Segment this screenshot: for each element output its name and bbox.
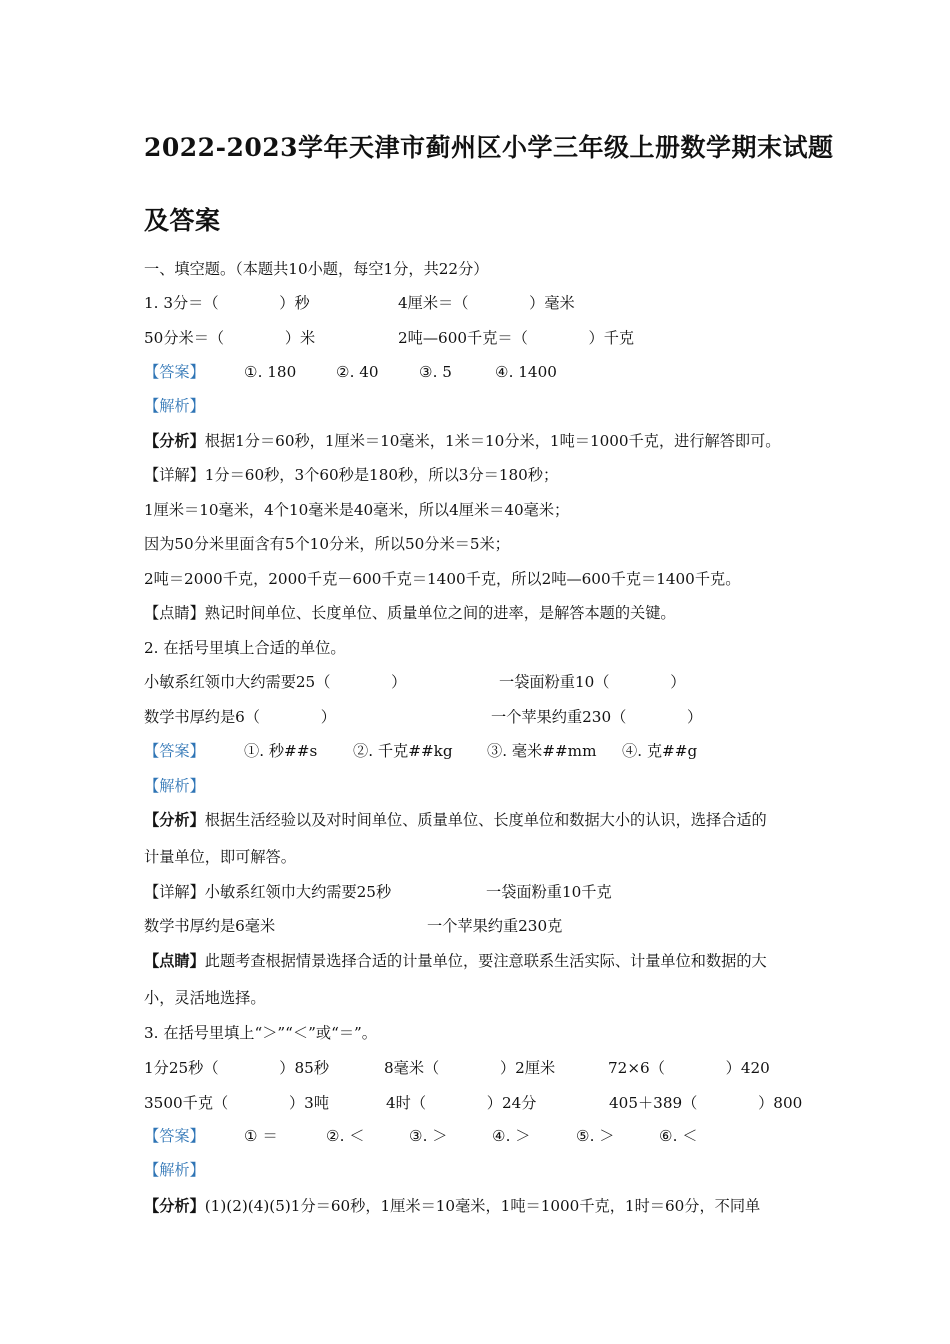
q3-jiexi: 【解析】 <box>144 1161 205 1179</box>
q1-answer-1: ①. 180 <box>244 363 297 381</box>
q3-row1-a: 1分25秒（ ）85秒 <box>144 1059 330 1077</box>
q3-fenxi <box>144 1196 760 1216</box>
q3-answer-3: ③. ＞ <box>409 1127 448 1145</box>
q1-answer-4: ④. 1400 <box>495 363 557 381</box>
q1-xiangjie <box>144 465 558 485</box>
q1-jiexi: 【解析】 <box>144 397 205 415</box>
q1-xiangjie-tag: 【详解】 <box>144 466 205 484</box>
q2-fenxi <box>144 810 767 830</box>
q3-answer-6: ⑥. ＜ <box>659 1127 698 1145</box>
q3-answer-1: ① ＝ <box>244 1127 278 1145</box>
q3-row2-a: 3500千克（ ）3吨 <box>144 1094 330 1112</box>
q3-fenxi-tag: 【分析】 <box>144 1197 205 1215</box>
q1-answer-2: ②. 40 <box>336 363 379 381</box>
q1-xiangjie-line3: 因为50分米里面含有5个10分米，所以50分米＝5米； <box>144 535 510 553</box>
q2-answer-2: ②. 千克##kg <box>353 742 453 760</box>
q3-fenxi-text: (1)(2)(4)(5)1分＝60秒，1厘米＝10毫米，1吨＝1000千克，1时＝60分，不同单 <box>204 1197 761 1215</box>
q2-dianjing <box>144 951 767 971</box>
q3-answer-2: ②. ＜ <box>326 1127 365 1145</box>
document-title-line1: 2022-2023学年天津市蓟州区小学三年级上册数学期末试题 <box>144 133 834 162</box>
q1-xiangjie-line2: 1厘米＝10毫米，4个10毫米是40毫米，所以4厘米＝40毫米； <box>144 501 570 519</box>
q2-dianjing-text: 此题考查根据情景选择合适的计量单位，要注意联系生活实际、计量单位和数据的大 <box>204 952 767 970</box>
q2-fenxi-text: 根据生活经验以及对时间单位、质量单位、长度单位和数据大小的认识，选择合适的 <box>204 811 767 829</box>
q2-row2-a: 数学书厚约是6（ ） <box>144 708 336 726</box>
q2-jiexi: 【解析】 <box>144 777 205 795</box>
q2-xiangjie-2b: 一个苹果约重230克 <box>427 917 563 935</box>
q2-fenxi-line2: 计量单位，即可解答。 <box>144 848 296 866</box>
q1-answer-3: ③. 5 <box>419 363 452 381</box>
q1-row2-a: 50分米＝（ ）米 <box>144 329 316 347</box>
q1-dianjing <box>144 603 676 623</box>
q1-dianjing-text: 熟记时间单位、长度单位、质量单位之间的进率，是解答本题的关键。 <box>204 604 676 622</box>
q1-xiangjie-line4: 2吨＝2000千克，2000千克－600千克＝1400千克，所以2吨—600千克＝1400千克。 <box>144 570 741 588</box>
q1-row1-b: 4厘米＝（ ）毫米 <box>398 294 575 312</box>
q1-dianjing-tag: 【点睛】 <box>144 604 205 622</box>
q3-row2-c: 405＋389（ ）800 <box>609 1094 803 1112</box>
q2-xiangjie-1b: 一袋面粉重10千克 <box>486 883 612 901</box>
q2-answer-4: ④. 克##g <box>622 742 698 760</box>
q3-row2-b: 4时（ ）24分 <box>386 1094 537 1112</box>
q3-row1-b: 8毫米（ ）2厘米 <box>384 1059 556 1077</box>
q3-answer-tag: 【答案】 <box>144 1127 205 1145</box>
q2-fenxi-tag: 【分析】 <box>144 811 205 829</box>
q2-dianjing-tag: 【点睛】 <box>144 952 205 970</box>
document-title-line2: 及答案 <box>144 206 221 235</box>
q2-row2-b: 一个苹果约重230（ ） <box>491 708 703 726</box>
q3-answer-4: ④. ＞ <box>492 1127 531 1145</box>
q1-fenxi-text: 根据1分＝60秒，1厘米＝10毫米，1米＝10分米，1吨＝1000千克，进行解答即可。 <box>204 432 781 450</box>
q2-stem: 2. 在括号里填上合适的单位。 <box>144 639 346 657</box>
q3-answer-5: ⑤. ＞ <box>576 1127 615 1145</box>
q2-xiangjie <box>144 882 391 902</box>
section-heading: 一、填空题。（本题共10小题，每空1分，共22分） <box>144 260 489 278</box>
q1-xiangjie-line1: 1分＝60秒，3个60秒是180秒，所以3分＝180秒； <box>204 466 559 484</box>
q3-row1-c: 72×6（ ）420 <box>608 1059 770 1077</box>
q3-stem: 3. 在括号里填上“＞”“＜”或“＝”。 <box>144 1024 377 1042</box>
q1-answer-tag: 【答案】 <box>144 363 205 381</box>
q1-row2-b: 2吨—600千克＝（ ）千克 <box>398 329 635 347</box>
q2-xiangjie-tag: 【详解】 <box>144 883 205 901</box>
q2-xiangjie-2a: 数学书厚约是6毫米 <box>144 917 276 935</box>
q2-dianjing-line2: 小，灵活地选择。 <box>144 989 266 1007</box>
q2-answer-3: ③. 毫米##mm <box>487 742 597 760</box>
q2-xiangjie-1a: 小敏系红领巾大约需要25秒 <box>204 883 392 901</box>
q2-row1-a: 小敏系红领巾大约需要25（ ） <box>144 673 407 691</box>
q2-answer-1: ①. 秒##s <box>244 742 318 760</box>
q2-answer-tag: 【答案】 <box>144 742 205 760</box>
q1-row1-a: 1. 3分＝（ ）秒 <box>144 294 310 312</box>
q2-row1-b: 一袋面粉重10（ ） <box>499 673 686 691</box>
q1-fenxi <box>144 431 780 451</box>
q1-fenxi-tag: 【分析】 <box>144 432 205 450</box>
